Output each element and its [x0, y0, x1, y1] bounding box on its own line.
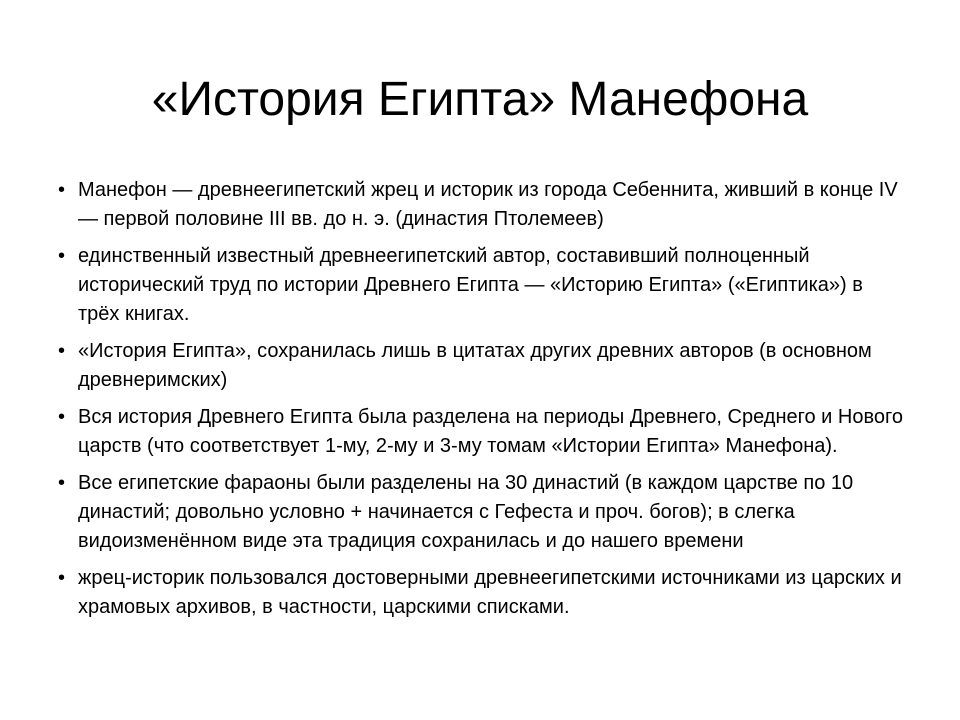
- bullet-dot-icon: •: [58, 245, 66, 267]
- bullet-item: [58, 337, 908, 395]
- bullet-dot-icon: •: [58, 406, 66, 428]
- bullet-list: [58, 176, 908, 630]
- bullet-dot-icon: •: [58, 567, 66, 589]
- bullet-item: [58, 242, 908, 329]
- bullet-item: [58, 469, 908, 556]
- bullet-text: «История Египта», сохранилась лишь в цитатах других древних авторов (в основном древнеримских): [78, 340, 872, 391]
- bullet-item: [58, 403, 908, 461]
- bullet-text: Манефон — древнеегипетский жрец и историк из города Себеннита, живший в конце IV — первой половине III вв. до н. э. (династия Птолемеев): [78, 179, 898, 230]
- bullet-dot-icon: •: [58, 179, 66, 201]
- bullet-dot-icon: •: [58, 340, 66, 362]
- bullet-text: жрец-историк пользовался достоверными древнеегипетскими источниками из царских и храмовых архивов, в частности, царскими списками.: [78, 567, 902, 618]
- bullet-item: [58, 176, 908, 234]
- bullet-dot-icon: •: [58, 472, 66, 494]
- bullet-text: Все египетские фараоны были разделены на 30 династий (в каждом царстве по 10 династий; довольно условно + начинается с Гефеста и проч. богов); в слегка видоизменённом виде эта традиция сохранилась и до нашего времени: [78, 472, 854, 552]
- bullet-text: единственный известный древнеегипетский автор, составивший полноценный исторический труд по истории Древнего Египта — «Историю Египта» («Египтика») в трёх книгах.: [78, 245, 863, 325]
- slide-title: «История Египта» Манефона: [151, 73, 809, 126]
- bullet-text: Вся история Древнего Египта была разделена на периоды Древнего, Среднего и Нового царств (что соответствует 1-му, 2-му и 3-му томам «Истории Египта» Манефона).: [78, 406, 903, 457]
- bullet-item: [58, 564, 908, 622]
